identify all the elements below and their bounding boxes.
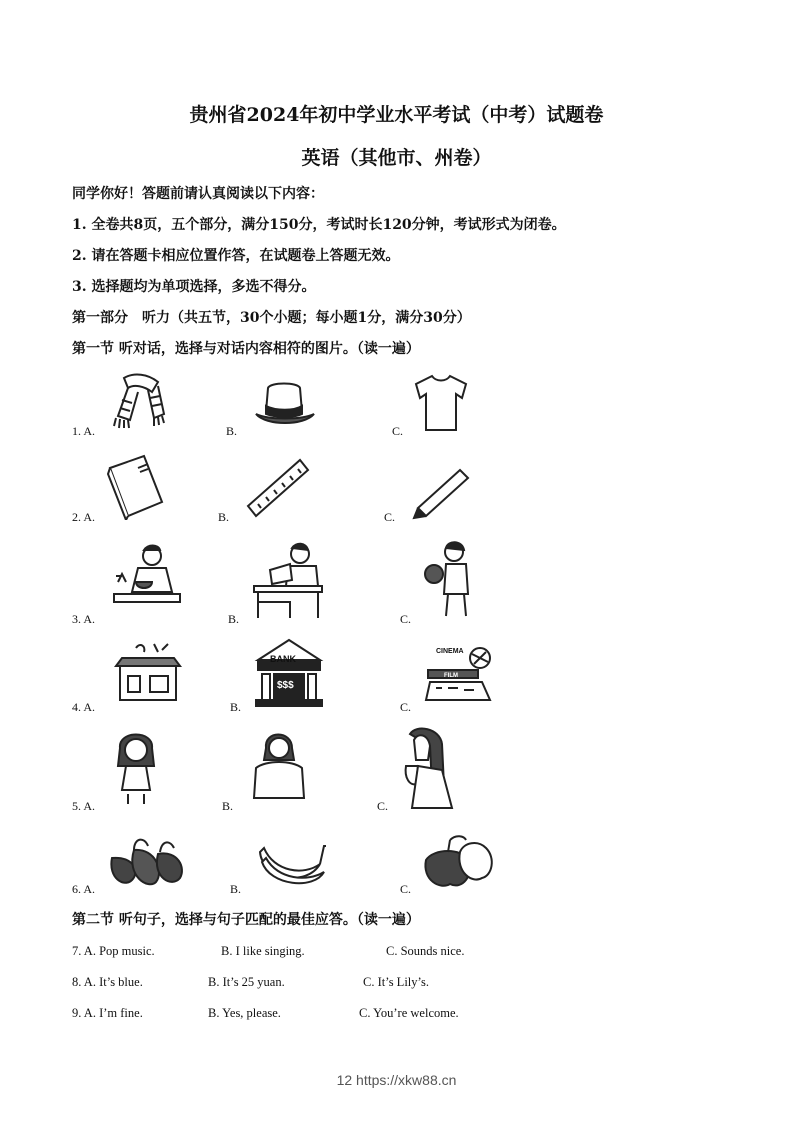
option-label: 2. A. <box>72 510 96 524</box>
instruction-item: 3. 选择题均为单项选择，多选不得分。 <box>72 279 316 295</box>
bank-label: BANK <box>270 654 296 664</box>
book-picture <box>104 452 168 520</box>
instruction-item: 1. 全卷共8页，五个部分，满分150分，考试时长120分钟，考试形式为闭卷。 <box>72 217 566 233</box>
hat-picture <box>252 378 316 430</box>
option-label: B. <box>228 612 240 626</box>
girl-crying-picture <box>112 726 160 806</box>
instructions-greeting: 同学你好！答题前请认真阅读以下内容： <box>72 186 324 202</box>
answer-option: 8. A. It’s blue. <box>72 975 143 989</box>
option-label: C. <box>400 882 412 896</box>
instruction-item: 2. 请在答题卡相应位置作答，在试题卷上答题无效。 <box>72 248 400 264</box>
page-number: 12 <box>336 1072 353 1088</box>
answer-option: C. You’re welcome. <box>359 1006 459 1020</box>
pencil-picture <box>410 464 474 520</box>
answer-option: C. It’s Lily’s. <box>363 975 429 989</box>
scarf-picture <box>104 370 170 434</box>
bananas-picture <box>254 832 328 890</box>
option-label: C. <box>392 424 404 438</box>
boy-reading-picture <box>250 540 326 620</box>
cinema-label: CINEMA <box>436 648 464 655</box>
strawberries-picture <box>104 828 188 890</box>
tshirt-picture <box>410 372 472 434</box>
option-label: B. <box>230 700 242 714</box>
option-label: C. <box>377 799 389 813</box>
bank-sign: $$$ <box>277 680 294 691</box>
page-title: 贵州省2024年初中学业水平考试（中考）试题卷 <box>189 104 604 126</box>
answer-option: 9. A. I’m fine. <box>72 1006 143 1020</box>
option-label: C. <box>400 612 412 626</box>
option-label: B. <box>230 882 242 896</box>
footer-url[interactable]: https://xkw88.cn <box>356 1072 457 1088</box>
option-label: C. <box>384 510 396 524</box>
option-label: 4. A. <box>72 700 96 714</box>
answer-option: C. Sounds nice. <box>386 944 465 958</box>
film-label: FILM <box>444 673 458 679</box>
option-label: 3. A. <box>72 612 96 626</box>
answer-option: B. I like singing. <box>221 944 305 958</box>
part1-heading: 第一部分 听力（共五节，30个小题；每小题1分，满分30分） <box>72 310 471 326</box>
option-label: B. <box>222 799 234 813</box>
option-label: 6. A. <box>72 882 96 896</box>
page-subtitle: 英语（其他市、州卷） <box>301 147 492 169</box>
page-footer <box>0 1072 793 1088</box>
option-label: 5. A. <box>72 799 96 813</box>
woman-surprised-picture <box>396 726 456 810</box>
shop-picture <box>110 636 186 708</box>
option-label: B. <box>218 510 230 524</box>
bank-picture <box>254 636 324 708</box>
section1-heading: 第一节 听对话，选择与对话内容相符的图片。（读一遍） <box>72 341 420 357</box>
option-label: C. <box>400 700 412 714</box>
answer-option: B. Yes, please. <box>208 1006 281 1020</box>
answer-option: B. It’s 25 yuan. <box>208 975 285 989</box>
section2-heading: 第二节 听句子，选择与句子匹配的最佳应答。（读一遍） <box>72 912 420 928</box>
boy-cooking-picture <box>108 542 184 620</box>
ruler-picture <box>244 456 312 520</box>
option-label: 1. A. <box>72 424 96 438</box>
answer-option: 7. A. Pop music. <box>72 944 155 958</box>
boy-basketball-picture <box>420 538 476 618</box>
girl-smiling-picture <box>252 728 306 804</box>
option-label: B. <box>226 424 238 438</box>
apples-picture <box>420 828 496 892</box>
